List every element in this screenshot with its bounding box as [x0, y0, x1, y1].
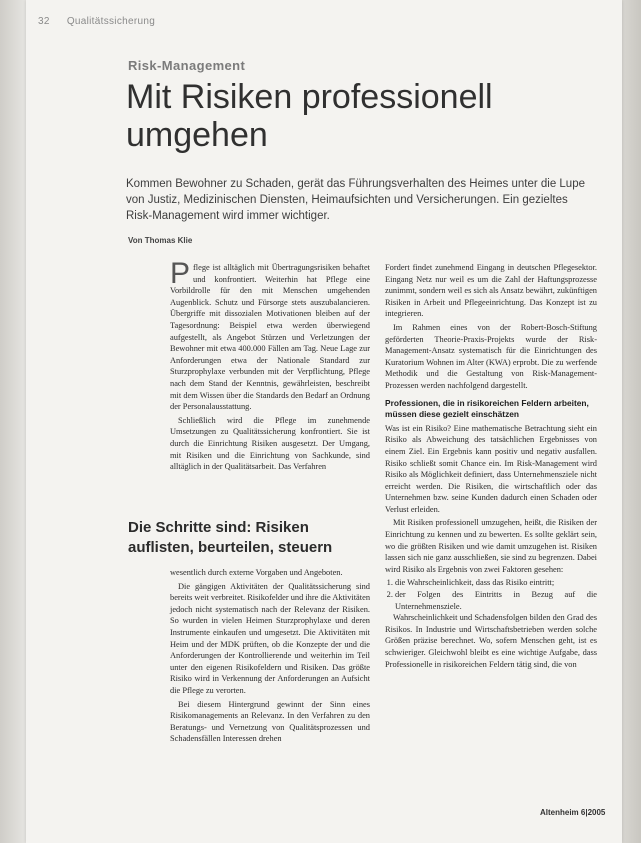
byline: Von Thomas Klie	[128, 236, 193, 245]
page-title: Mit Risiken professionell umgehen	[126, 78, 493, 154]
section-heading: Professionen, die in risikoreichen Feldern arbeiten, müssen diese gezielt einschätzen	[385, 397, 589, 420]
body-paragraph: Bei diesem Hintergrund gewinnt der Sinn eines Risikomanagements an Relevanz. In den Verfahren zu den Beratungs- und Vernetzung von Qualitätsprozessen und Schadensfällen Interessen drehen	[170, 699, 370, 744]
list-item: 2. der Folgen des Eintritts in Bezug auf die Unternehmensziele.	[395, 589, 597, 612]
body-paragraph: Fordert findet zunehmend Eingang in deutschen Pflegesektor. Eingang Netz nur weil es um die Zahl der Haftungsprozesse zunimmt, sondern weil es sich als Ansatz bewährt, zukünftigen Risiken in Arbeit und Pflegeeinrichtung. Das Konzept ist zu integrieren.	[385, 263, 597, 319]
body-paragraph: wesentlich durch externe Vorgaben und Angeboten.	[170, 568, 343, 577]
column-2	[385, 262, 597, 672]
drop-cap: P	[170, 257, 191, 290]
page-footer: Altenheim 6|2005	[540, 808, 606, 817]
running-header	[38, 16, 155, 27]
column-1-bottom	[170, 567, 370, 747]
subheading: Die Schritte sind: Risiken auflisten, beurteilen, steuern	[128, 519, 333, 556]
body-text: flege ist alltäglich mit Übertragungsrisiken behaftet und konfrontiert. Weiterhin hat Pflege eine Vorbildrolle für den mit Menschen umgehenden Augenblick. Schutz und Fürsorge stets auszubalancieren. Übergriffe mit dissozialen Motivationen bleiben auf der Tagesordnung: Beispiel etwa werden überwiegend aufgestellt, als Angebot Stürzen und Verletzungen der Bewohner mit etwa 400.000 Fällen am Tag. Neue Lage zur Anforderungen etwa der Nationale Standard zur Sturzprophylaxe verbunden mit der Verpflichtung, Pflege nach dem Stand der Kenntnis, gewährleisten, beschreibt mit dem Wissen über die Standards den Bedarf an Ordnung der Personalausstattung.	[170, 263, 370, 412]
body-paragraph: Die gängigen Aktivitäten der Qualitätssicherung sind bereits weit verbreitet. Risikofelder und ihre die Aktivitäten jedoch nicht systematisch nach der Relevanz der Risiken. So wurden in vielen Heimen Sturzprophylaxe und deren Instrumente einkaufen und umgesetzt. Die Aktivitäten mit Heim und der MDK prüften, ob die Konzepte der und die Anforderungen der Kontrollierende und weiterhin im Teil unter den eigenen Risikofeldern und Risiken. Das größte Risiko wird in Verkennung der Anforderungen an Aufsicht die Pflege zu verorten.	[170, 581, 371, 695]
column-1-top	[170, 257, 370, 475]
body-paragraph: Wahrscheinlichkeit und Schadensfolgen bilden den Grad des Risikos. In Industrie und Wirtschaftsbetrieben werden solche Größen präzise berechnet. Wo, sofern Menschen geht, ist es schwieriger. Gleichwohl bleibt es eine wichtige Aufgabe, dass Professionelle in risikoreichen Feldern tätig sind, die von	[385, 613, 597, 669]
kicker: Risk-Management	[128, 58, 246, 73]
body-paragraph: Mit Risiken professionell umzugehen, heißt, die Risiken der Einrichtung zu kennen und zu bewerten. Es sollte geklärt sein, wo die größten Risiken und wie damit umzugehen ist. Risiken lassen sich nie ganz ausschließen, sie sind zu begrenzen. Dabei wird Risiko als Ergebnis von zwei Faktoren gesehen:	[385, 518, 597, 574]
body-paragraph: Im Rahmen eines von der Robert-Bosch-Stiftung geförderten Theorie-Praxis-Projekts wurde der Risk-Management-Ansatz systematisch für die Einrichtungen des Kuratorium Wohnen im Alter (KWA) erprobt. Die zu werfende Methodik und die Gestaltung von Risk-Management-Prozessen werden nachfolgend dargestellt.	[385, 322, 597, 390]
numbered-list	[385, 577, 597, 612]
page-number: 32	[38, 16, 50, 27]
lead-paragraph: Kommen Bewohner zu Schaden, gerät das Führungsverhalten des Heimes unter die Lupe von Justiz, Medizinischen Diensten, Heimaufsichten und Versicherungen. Ein gezieltes Risk-Management wird immer wichtiger.	[126, 178, 585, 222]
section-name: Qualitätssicherung	[66, 16, 156, 27]
book-spine	[0, 0, 26, 843]
body-paragraph	[170, 257, 370, 413]
list-item: 1. die Wahrscheinlichkeit, dass das Risiko eintritt;	[395, 577, 597, 589]
body-paragraph: Schließlich wird die Pflege im zunehmende Umsetzungen zu Qualitätssicherung konfrontiert. Sie ist durch die Einrichtung Risiken ausgesetzt. Der Umgang, mit Risiken und die Einrichtung von Sachkunde, sind alltäglich in der Qualitätsarbeit. Das Verfahren	[170, 415, 370, 472]
body-paragraph: Was ist ein Risiko? Eine mathematische Betrachtung sieht ein Risiko als Abweichung des tatsächlichen Ergebnisses von einem Ziel. Ein Ergebnis kann positiv und negativ ausfallen. Risiko schließt somit Chance ein. Im Risk-Management wird Risiko als Möglichkeit definiert, dass Unternehmensziele nicht erreicht werden. Die Risiken, die wirtschaftlich oder das Unternehmen bzw. seine Kunden dadurch einen Schaden oder Verlust erleiden.	[385, 423, 597, 514]
facing-page-edge	[622, 0, 641, 843]
